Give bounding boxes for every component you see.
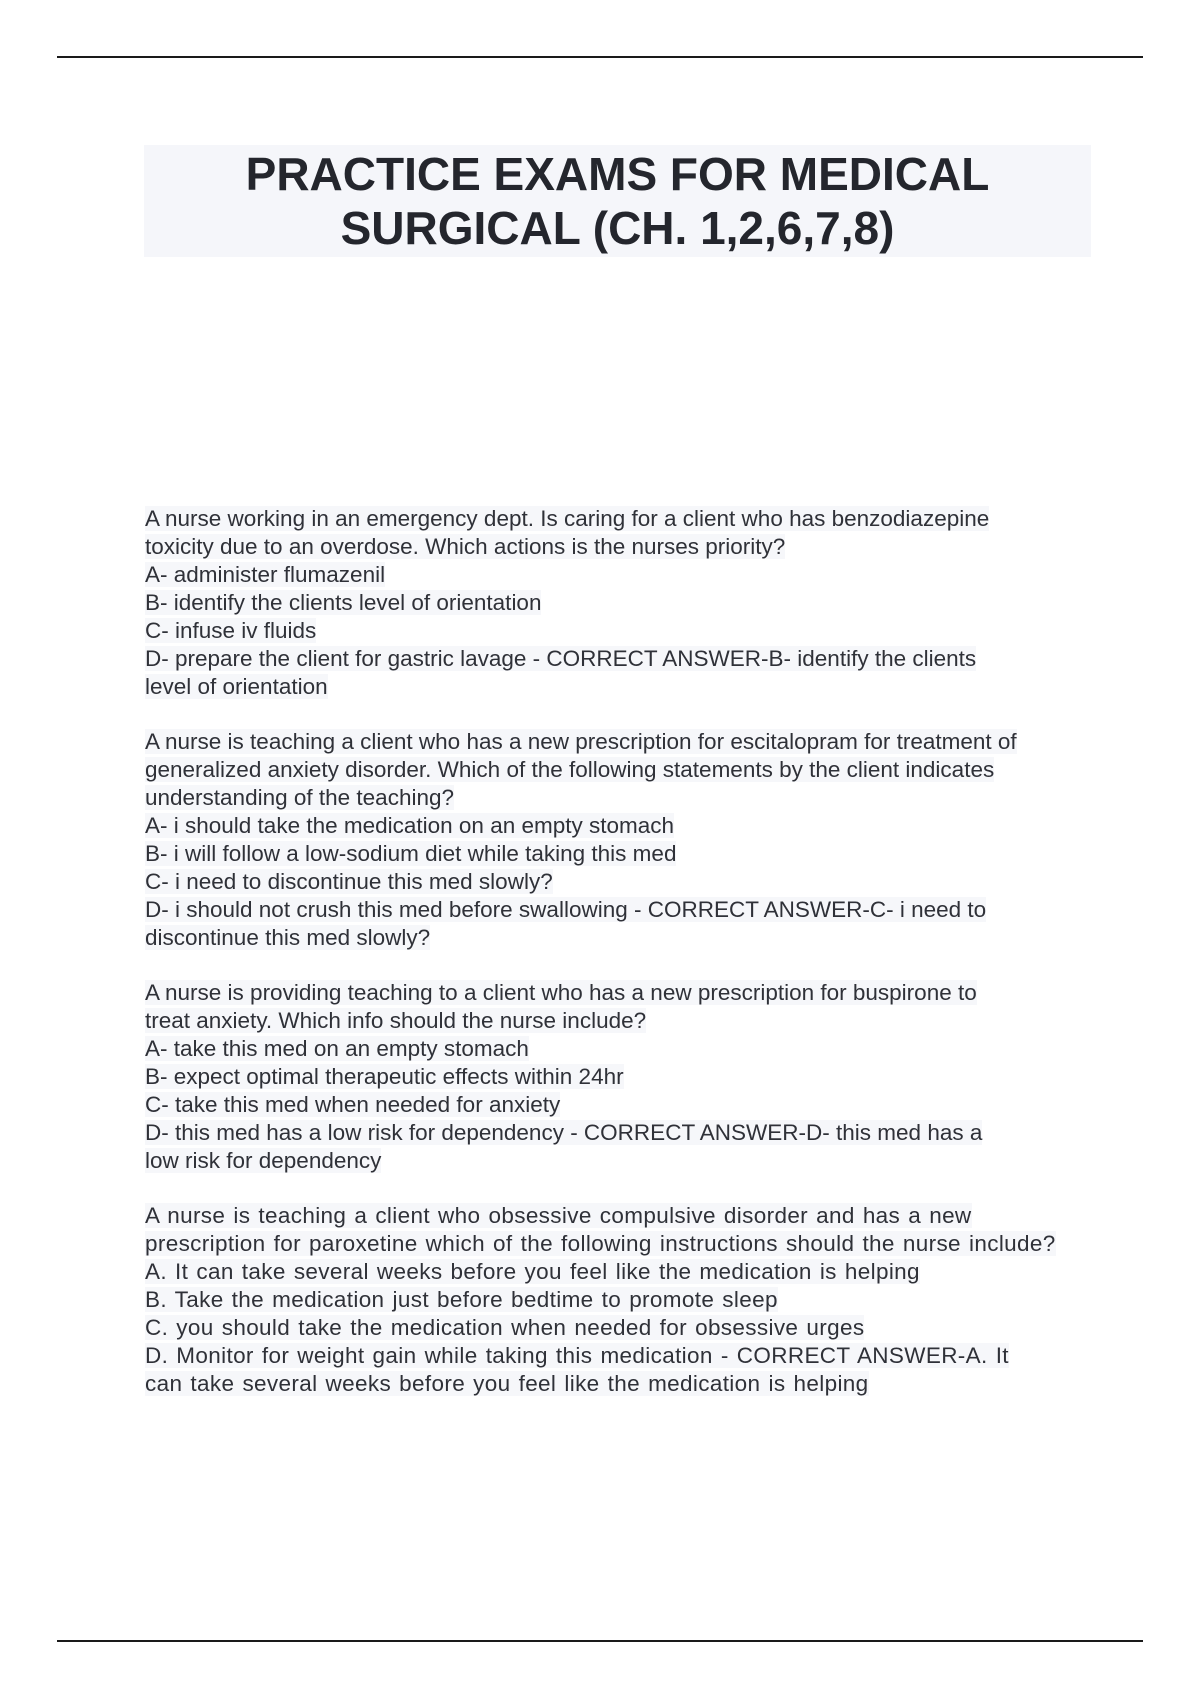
answer-option-d-with-correct-answer: D- this med has a low risk for dependency - CORRECT ANSWER-D- this med has a xyxy=(145,1120,983,1145)
question-text-line: treat anxiety. Which info should the nurse include? xyxy=(145,1008,647,1033)
correct-answer-continuation: can take several weeks before you feel like the medication is helping xyxy=(145,1371,869,1396)
answer-option-b: B. Take the medication just before bedtime to promote sleep xyxy=(145,1287,778,1312)
question-4 xyxy=(145,1202,1105,1398)
answer-option-c: C- i need to discontinue this med slowly? xyxy=(145,869,553,894)
answer-option-b: B- identify the clients level of orientation xyxy=(145,590,542,615)
question-list xyxy=(145,505,1105,1425)
correct-answer-continuation: low risk for dependency xyxy=(145,1148,382,1173)
bottom-rule xyxy=(57,1640,1143,1642)
question-2 xyxy=(145,728,1105,952)
answer-option-a: A- take this med on an empty stomach xyxy=(145,1036,529,1061)
correct-answer-continuation: discontinue this med slowly? xyxy=(145,925,431,950)
question-text-line: A nurse is providing teaching to a client who has a new prescription for buspirone to xyxy=(145,980,977,1005)
answer-option-d-with-correct-answer: D- prepare the client for gastric lavage - CORRECT ANSWER-B- identify the clients xyxy=(145,646,977,671)
question-text-line: prescription for paroxetine which of the following instructions should the nurse include? xyxy=(145,1231,1056,1256)
answer-option-c: C. you should take the medication when needed for obsessive urges xyxy=(145,1315,865,1340)
answer-option-b: B- i will follow a low-sodium diet while taking this med xyxy=(145,841,677,866)
answer-option-b: B- expect optimal therapeutic effects within 24hr xyxy=(145,1064,624,1089)
question-text-line: A nurse is teaching a client who obsessive compulsive disorder and has a new xyxy=(145,1203,972,1228)
question-text-line: A nurse working in an emergency dept. Is caring for a client who has benzodiazepine xyxy=(145,506,990,531)
question-text-line: generalized anxiety disorder. Which of the following statements by the client indicates xyxy=(145,757,995,782)
document-title xyxy=(246,147,990,255)
answer-option-d-with-correct-answer: D. Monitor for weight gain while taking this medication - CORRECT ANSWER-A. It xyxy=(145,1343,1009,1368)
answer-option-a: A- administer flumazenil xyxy=(145,562,386,587)
question-1 xyxy=(145,505,1105,701)
question-3 xyxy=(145,979,1105,1175)
title-line-2: SURGICAL (CH. 1,2,6,7,8) xyxy=(340,202,895,254)
question-text-line: understanding of the teaching? xyxy=(145,785,454,810)
answer-option-a: A. It can take several weeks before you feel like the medication is helping xyxy=(145,1259,920,1284)
answer-option-c: C- infuse iv fluids xyxy=(145,618,317,643)
answer-option-a: A- i should take the medication on an empty stomach xyxy=(145,813,675,838)
top-rule xyxy=(57,56,1143,58)
correct-answer-continuation: level of orientation xyxy=(145,674,328,699)
answer-option-d-with-correct-answer: D- i should not crush this med before swallowing - CORRECT ANSWER-C- i need to xyxy=(145,897,987,922)
question-text-line: A nurse is teaching a client who has a new prescription for escitalopram for treatment of xyxy=(145,729,1017,754)
question-text-line: toxicity due to an overdose. Which actions is the nurses priority? xyxy=(145,534,786,559)
title-box xyxy=(144,145,1091,257)
title-line-1: PRACTICE EXAMS FOR MEDICAL xyxy=(245,148,990,200)
answer-option-c: C- take this med when needed for anxiety xyxy=(145,1092,561,1117)
